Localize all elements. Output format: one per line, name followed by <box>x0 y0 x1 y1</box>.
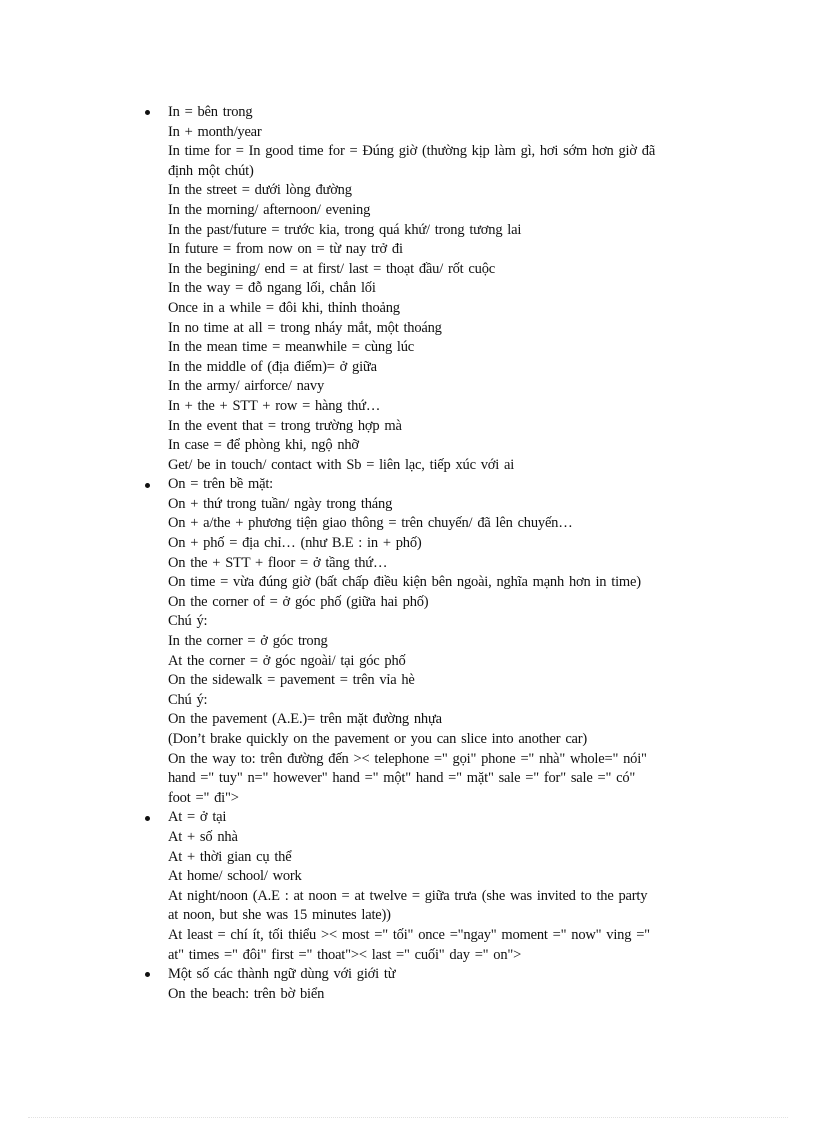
text-line: At = ở tại <box>168 809 227 826</box>
page-bottom-border <box>28 1117 788 1118</box>
text-line: On the way to: trên đường đến >< telephone =" gọi" phone =" nhà" whole=" nói" <box>168 750 647 767</box>
text-line: On the beach: trên bờ biển <box>168 985 325 1002</box>
text-line: On + phố = địa chỉ… (như B.E : in + phố) <box>168 535 422 552</box>
text-line: In = bên trong <box>168 104 253 120</box>
text-line: On the sidewalk = pavement = trên vỉa hè <box>168 672 415 689</box>
text-line: In the mean time = meanwhile = cùng lúc <box>168 339 415 356</box>
text-line: In the street = dưới lòng đường <box>168 182 352 199</box>
text-line: In the event that = trong trường hợp mà <box>168 417 402 434</box>
text-line: at noon, but she was 15 minutes late)) <box>168 907 391 924</box>
bullet-section <box>143 103 703 475</box>
text-line: In time for = In good time for = Đúng giờ (thường kịp làm gì, hơi sớm hơn giờ đã <box>168 143 656 160</box>
bullet-icon <box>143 965 151 985</box>
bullet-section <box>143 965 703 1004</box>
bullet-section <box>143 475 703 808</box>
text-line: In no time at all = trong nháy mắt, một thoáng <box>168 319 442 336</box>
text-line: at" times =" đôi" first =" thoat">< last =" cuối" day =" on"> <box>168 946 522 963</box>
text-line: In the corner = ở góc trong <box>168 633 328 650</box>
bullet-icon <box>143 475 151 495</box>
text-line: On time = vừa đúng giờ (bất chấp điều kiện bên ngoài, nghĩa mạnh hơn in time) <box>168 574 641 591</box>
text-line: At night/noon (A.E : at noon = at twelve = giữa trưa (she was invited to the party <box>168 887 648 904</box>
text-line: In + the + STT + row = hàng thứ… <box>168 397 381 414</box>
text-line: (Don’t brake quickly on the pavement or you can slice into another car) <box>168 731 588 747</box>
text-line: In the way = đỗ ngang lối, chắn lối <box>168 280 376 297</box>
text-line: hand =" tuy" n=" however" hand =" một" hand =" mặt" sale =" for" sale =" có" <box>168 770 636 787</box>
text-line: Chú ý: <box>168 691 208 708</box>
text-line: Get/ be in touch/ contact with Sb = liên lạc, tiếp xúc với ai <box>168 456 515 473</box>
document-body <box>143 103 703 1004</box>
text-line: On the pavement (A.E.)= trên mặt đường nhựa <box>168 711 442 728</box>
text-line: foot =" đi"> <box>168 789 239 806</box>
text-line: định một chút) <box>168 162 254 179</box>
bullet-section <box>143 808 703 965</box>
text-line: In the past/future = trước kia, trong quá khứ/ trong tương lai <box>168 221 522 238</box>
bullet-icon <box>143 103 151 123</box>
text-line: In future = from now on = từ nay trở đi <box>168 241 403 258</box>
text-line: In the begining/ end = at first/ last = thoạt đầu/ rốt cuộc <box>168 260 495 277</box>
text-line: On the + STT + floor = ở tầng thứ… <box>168 554 388 571</box>
text-line: On the corner of = ở góc phố (giữa hai phố) <box>168 593 429 610</box>
text-line: At least = chí ít, tối thiểu >< most =" tối" once ="ngay" moment =" now" ving =" <box>168 926 650 943</box>
text-line: Chú ý: <box>168 613 208 630</box>
text-line: At + số nhà <box>168 828 238 845</box>
text-line: Once in a while = đôi khi, thỉnh thoảng <box>168 299 400 316</box>
bullet-icon <box>143 808 151 828</box>
text-line: At home/ school/ work <box>168 868 302 885</box>
text-line: On = trên bề mặt: <box>168 476 273 493</box>
text-line: In the army/ airforce/ navy <box>168 378 325 395</box>
text-line: At the corner = ở góc ngoài/ tại góc phố <box>168 652 406 669</box>
text-line: In the morning/ afternoon/ evening <box>168 201 371 218</box>
text-line: In case = để phòng khi, ngộ nhỡ <box>168 437 359 454</box>
text-line: Một số các thành ngữ dùng với giới từ <box>168 966 396 983</box>
text-line: In the middle of (địa điểm)= ở giữa <box>168 358 377 375</box>
text-line: On + a/the + phương tiện giao thông = trên chuyến/ đã lên chuyến… <box>168 515 573 532</box>
text-line: On + thứ trong tuần/ ngày trong tháng <box>168 495 393 512</box>
text-line: At + thời gian cụ thể <box>168 848 292 865</box>
text-line: In + month/year <box>168 123 262 140</box>
